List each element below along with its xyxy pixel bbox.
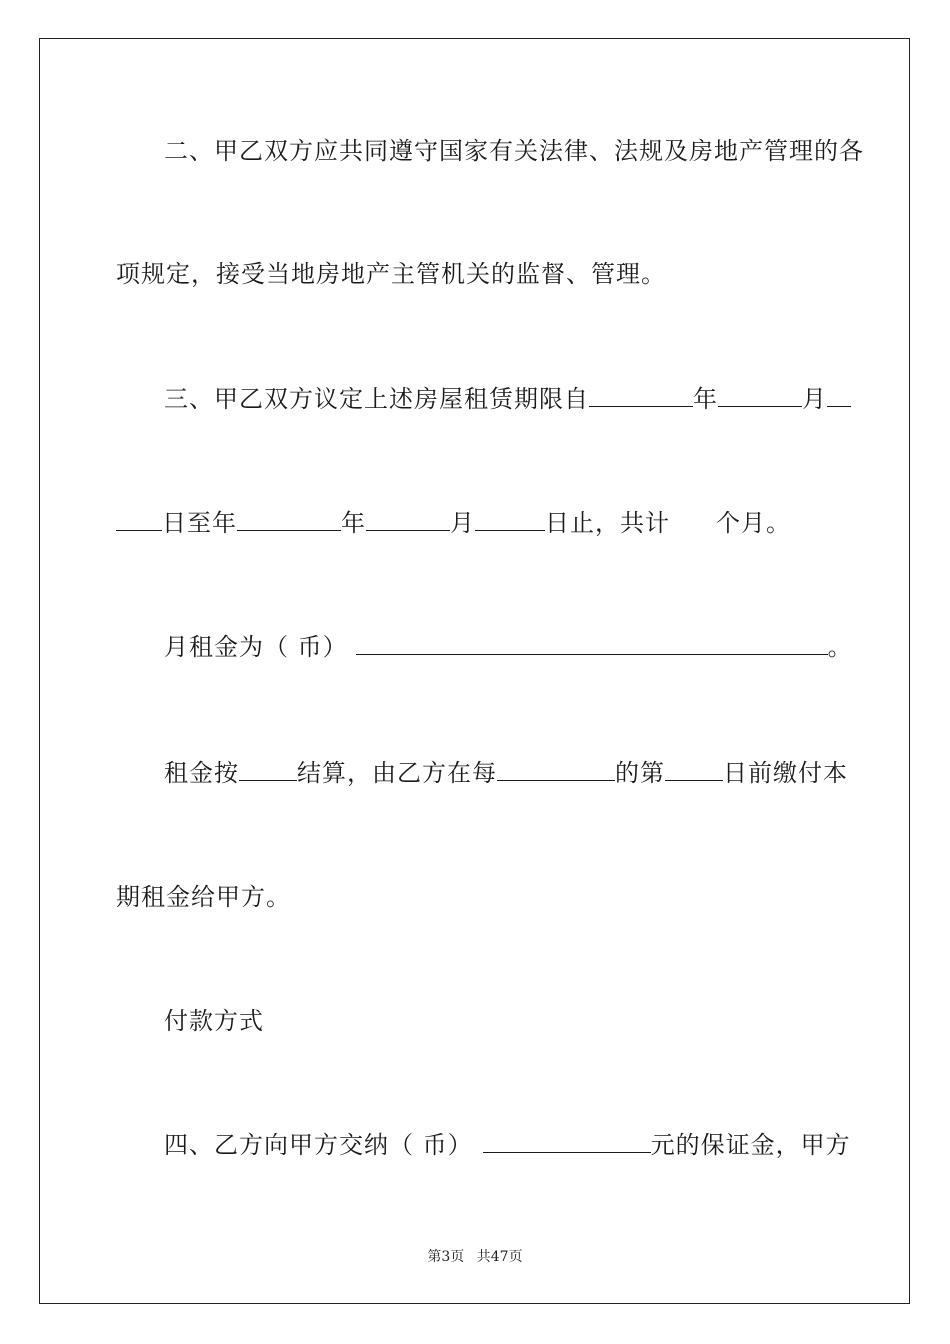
- paragraph-payment-line-2: [116, 882, 291, 912]
- blank-start-year: [589, 386, 693, 407]
- blank-day: [665, 760, 723, 781]
- text: 年: [341, 509, 366, 537]
- text: 日止，共计: [545, 509, 670, 537]
- paragraph-3-line-1: [164, 384, 851, 414]
- blank-deposit: [483, 1132, 651, 1153]
- text: 年: [693, 385, 718, 413]
- blank-end-day: [475, 510, 545, 531]
- blank-end-month: [366, 510, 450, 531]
- text: 月: [450, 509, 475, 537]
- paragraph-2-line-1: [164, 136, 864, 166]
- paragraph-payment-line-1: [164, 758, 848, 788]
- text: 个月。: [716, 509, 791, 537]
- blank-period: [497, 760, 615, 781]
- text: 月租金为（ 币）: [164, 633, 348, 661]
- blank-start-day-part1: [827, 386, 851, 407]
- text: 四、乙方向甲方交纳（ 币）: [164, 1131, 473, 1159]
- text: 项规定，接受当地房地产主管机关的监督、管理。: [116, 260, 666, 288]
- text: 。: [827, 633, 853, 661]
- paragraph-3-line-2: [116, 508, 791, 538]
- blank-start-day-part2: [116, 510, 162, 531]
- paragraph-2-line-2: [116, 259, 666, 289]
- page-footer: [0, 1246, 950, 1266]
- text: 付款方式: [164, 1007, 264, 1035]
- text: 三、甲乙双方议定上述房屋租赁期限自: [164, 385, 589, 413]
- text: 月: [802, 385, 827, 413]
- blank-start-month: [718, 386, 802, 407]
- paragraph-4-line-1: [164, 1130, 851, 1160]
- blank-monthly-rent: [356, 634, 828, 655]
- text: 租金按: [164, 759, 239, 787]
- paragraph-rent-line: [164, 632, 853, 662]
- text: 元的保证金，甲方: [650, 1131, 851, 1159]
- page-number: 第3页: [427, 1249, 465, 1265]
- page-border: [39, 38, 910, 1304]
- blank-end-year: [237, 510, 341, 531]
- payment-method-heading: [164, 1006, 264, 1036]
- text: 期租金给甲方。: [116, 883, 291, 911]
- page-total: 共47页: [476, 1249, 523, 1265]
- text: 二、甲乙双方应共同遵守国家有关法律、法规及房地产管理的各: [164, 137, 864, 165]
- text: 结算，由乙方在每: [297, 759, 497, 787]
- text: 日至年: [162, 509, 237, 537]
- blank-settlement: [239, 760, 297, 781]
- text: 日前缴付本: [723, 759, 848, 787]
- text: 的第: [615, 759, 665, 787]
